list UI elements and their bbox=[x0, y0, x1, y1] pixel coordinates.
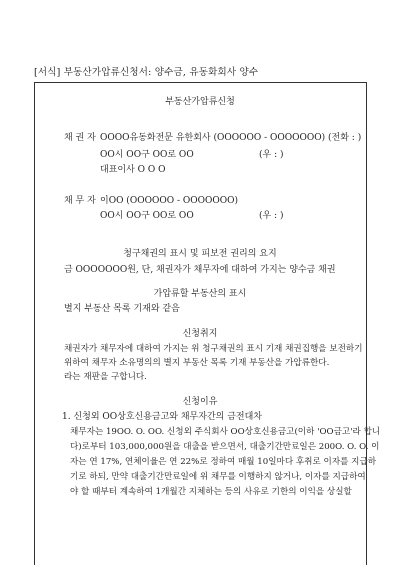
claim-heading: 청구채권의 표시 및 피보전 권리의 요지 bbox=[123, 249, 277, 259]
reason-line-3: 자는 연 17%, 연체이율은 연 22%로 정하여 매월 10일마다 후취로 이자를 지급하 bbox=[70, 457, 377, 467]
property-text: 별지 부동산 목록 기재와 같음 bbox=[64, 304, 180, 314]
creditor-label: 채 권 자 bbox=[64, 133, 96, 143]
document-title: 부동산가압류신청 bbox=[165, 97, 235, 107]
purpose-heading: 신청취지 bbox=[182, 329, 218, 339]
purpose-line-3: 라는 재판을 구합니다. bbox=[64, 372, 147, 382]
debtor-zip: (우 : ) bbox=[259, 211, 284, 221]
creditor-zip: (우 : ) bbox=[259, 150, 284, 160]
debtor-name: 이OO (OOOOOO - OOOOOOO) bbox=[100, 196, 239, 206]
property-heading: 가압류할 부동산의 표시 bbox=[153, 289, 247, 299]
creditor-name: OOOO유동화전문 유한회사 (OOOOOO - OOOOOOO) (전화 : ) bbox=[100, 133, 362, 143]
form-caption: [서식] 부동산가압류신청서: 양수금, 유동화회사 양수 bbox=[34, 67, 259, 78]
purpose-line-1: 채권자가 채무자에 대하여 가지는 위 청구채권의 표시 기재 채권집행을 보전하기 bbox=[64, 344, 363, 354]
reason-line-2: 다)로부터 103,000,000원을 대출을 받으면서, 대출기간만료일은 200O. O. O. 이 bbox=[70, 442, 380, 452]
debtor-label: 채 무 자 bbox=[64, 196, 96, 206]
reason-item-1: 1. 신청외 OO상호신용금고와 채무자간의 금전대차 bbox=[62, 412, 262, 422]
purpose-line-2: 위하여 채무자 소유명의의 별지 부동산 목록 기재 부동산을 가압류한다. bbox=[64, 358, 330, 368]
creditor-representative: 대표이사 O O O bbox=[100, 165, 166, 175]
claim-text: 금 OOOOOOO원, 단, 채권자가 채무자에 대하여 가지는 양수금 채권 bbox=[64, 265, 336, 275]
reason-line-1: 채무자는 19OO. O. OO. 신청외 주식회사 OO상호신용금고(이하 'OO금고'라 합니 bbox=[70, 427, 381, 437]
creditor-address: OO시 OO구 OO로 OO bbox=[100, 150, 194, 160]
reason-heading: 신청이유 bbox=[182, 397, 218, 407]
reason-line-4: 기로 하되, 만약 대출기간만료일에 위 채무를 이행하지 않거나, 이자를 지급하여 bbox=[70, 472, 366, 482]
debtor-address: OO시 OO구 OO로 OO bbox=[100, 211, 194, 221]
reason-line-5: 야 할 때부터 계속하여 1개월간 지체하는 등의 사유로 기한의 이익을 상실할 bbox=[70, 487, 352, 497]
